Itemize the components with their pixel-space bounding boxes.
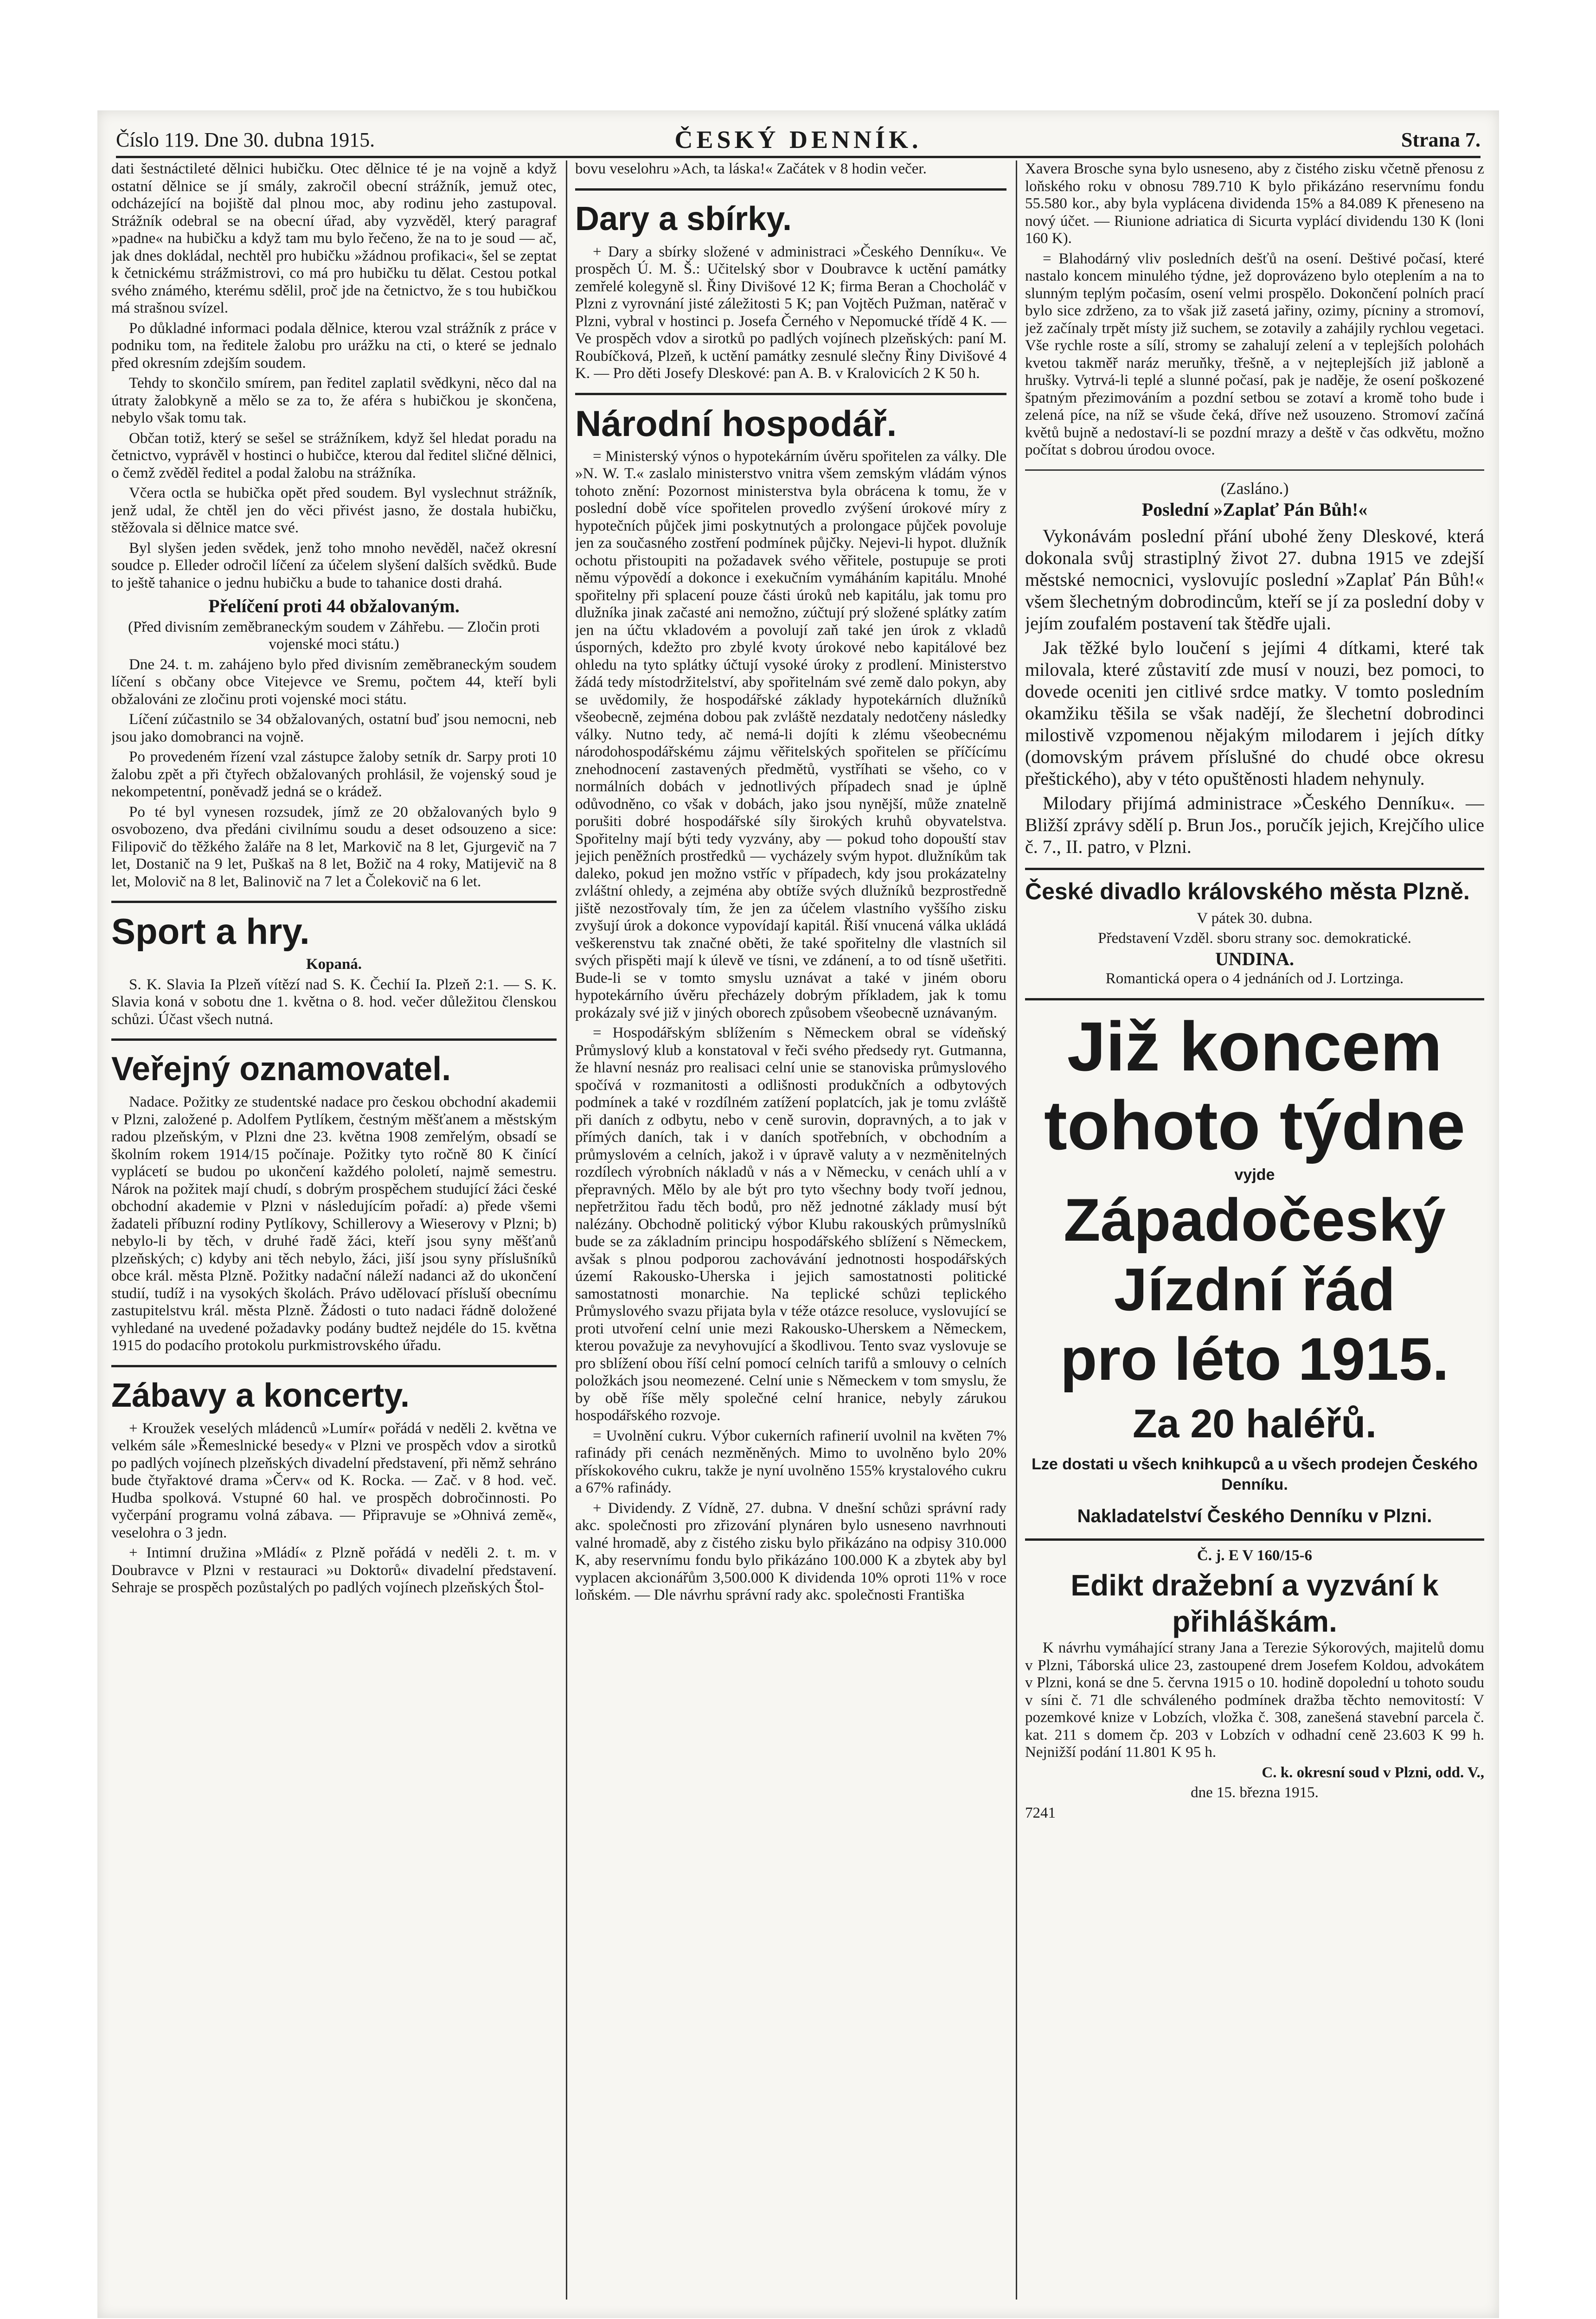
ad-price: Za 20 haléřů. (1133, 1401, 1377, 1446)
article-paragraph: Po důkladné informaci podala dělnice, kterou vzal strážník z práce v podniku tom, na ředitele žalobu pro urážku na cti, o které se jednalo před okresním zdejším soudem. (111, 320, 557, 372)
sport-heading: Sport a hry. (111, 911, 310, 952)
sport-subheading: Kopaná. (306, 956, 362, 973)
theatre-date: V pátek 30. dubna. (1197, 910, 1313, 927)
article-paragraph: Nadace. Požitky ze studentské nadace pro českou obchodní akademii v Plzni, založené p. Adolfem Pytlíkem, čestným měšťanem a městským radou plzeňským, v Plzni dne 23. května 1908 zemřelým, obsadí se školním rokem 1914/15 počínaje. Požitky tyto ročně 80 K činící vyplácetí se budou po ukončení každého pololetí, najmě semestru. Nárok na požitek mají chudí, s dobrým prospěchem studující žáci české obchodní akademie v Plzni v následujícím pořadí: a) přede všemi žadateli příbuzní rodiny Pytlíkovy, Schillerovy a Wieserovy v Plzni; b) nebylo-li by těch, v druhé řadě žáci, kteří jsou syny měšťanů plzeňských; c) kdyby ani těch nebylo, žáci, jiší jsou syny příslušníků obce král. města Plzně. Požitky nadační náleží nadanci až do ukončení studií, tudíž i na vysokých školách. Právo udělovací přísluší obecnímu zastupitelstvu král. města Plzně. Žádosti o tuto nadaci řádně doložené vyhledané na uvedené požadavky podány budtež nejdéle do 15. května 1915 do podacího protokolu purkmistrovského úřadu. (111, 1094, 557, 1354)
article-paragraph: + Intimní družina »Mládí« z Plzně pořádá v neděli 2. t. m. v Doubravce v Plzni v restauraci »u Doktorů« divadelní představení. Sehraje se prospěch pozůstalých po padlých vojínech plzeňských Štol- (111, 1544, 557, 1596)
section-divider (1025, 998, 1484, 1000)
ad-publisher: Nakladatelství Českého Denníku v Plzni. (1077, 1505, 1432, 1526)
article-paragraph: Včera octla se hubička opět před soudem. Byl vyslechnut strážník, jenž udal, že chtěl jen do věci přivést jasno, že dostala hubičku, stěžovala si dělnice matce své. (111, 485, 557, 536)
article-paragraph: + Dary a sbírky složené v administraci »Českého Denníku«. Ve prospěch Ú. M. Š.: Učitelský sbor v Doubravce k uctění památky zemřelé kolegyně sl. Řiny Divišové 12 K; firma Beran a Chocholáč v Plzni z vyrovnání jisté záležitosti 5 K; pan Vojtěch Pužman, natěrač v Plzni, vybral v hostinci p. Josefa Černého v Nepomucké třídě 4 K. — Ve prospěch vdov a sirotků po padlých vojínech plzeňských: paní M. Roubíčková, Plzeň, k uctění památky zesnulé slečny Řiny Divišové 4 K. — Pro děti Josefy Dleskové: pan A. B. v Kralovicích 2 K 50 h. (575, 243, 1006, 382)
column-rule (1016, 160, 1017, 2300)
column-3 (1025, 160, 1484, 2300)
article-paragraph: Tehdy to skončilo smírem, pan ředitel zaplatil svědkyni, něco dal na útraty žalobkyně a mělo se za to, že aféra s hubičkou je skončena, nebylo však tomu tak. (111, 375, 557, 426)
article-paragraph: Jak těžké bylo loučení s jejími 4 dítkami, které tak milovala, které zůstavití zde musí v nouzi, bez pomoci, to dovede oceniti jen citlivé srdce matky. V tomto posledním okamžiku těšila se však nadějí, že šlechetní dobrodinci milostivě vzpomenou nějakým milodarem i jejích dítky (domovským právem příslušné do chudé obce okresu přeštického), aby v této opuštěnosti hladem nehynuly. (1025, 637, 1484, 789)
section-divider (111, 1365, 557, 1367)
article-paragraph: bovu veselohru »Ach, ta láska!« Začátek v 8 hodin večer. (575, 160, 927, 177)
article-paragraph: Líčení zúčastnilo se 34 obžalovaných, ostatní buď jsou nemocni, neb jsou jako domobranci na vojně. (111, 711, 557, 745)
article-paragraph: = Hospodářským sblížením s Německem obral se vídeňský Průmyslový klub a konstatoval v řeči svého předsedy ryt. Gutmanna, že hlavní nesnáz pro realisaci celní unie se stanoviska průmyslového spočívá v rozmanitosti a odlišnosti produkčních a odbytových podmínek a také v rozdílném zatížení poplatcích, jak je tomu zvláště při daních z odbytu, nebo v ceně surovin, dopravných, a to jak v přímých daních, tak i v daních spotřebních, v obchodním a průmyslovém a celních, jakož i v úpravě valuty a v nezměnitelných rozdílech výrobních nákladů v nás a v Německu, v cenách uhlí a v přepravných. Mělo by ale být pro tyto všechny body tvoří jednou, nepřetržitou řadu těch bodů, pro něž jednotné základy musí být nalézány. Obchodně politický výbor Klubu rakouských průmyslníků bude se za základním principu hospodářského sblížení s Německem, avšak s plnou podporou zachovávání jednotnosti hospodářských území Rakousko-Uherska i jejich samostatnosti politické samostatnosti monarchie. Na teplické schůzi teplického Průmyslového svazu přijata byla v téže otázce resoluce, vyslovující se proti utvoření celní unie mezi Rakousko-Uherskem a Německem, kterou považuje za nevyhovující a škodlivou. Tento svaz vyslovuje se pro sblížení obou říší celní pomocí celních tarifů a smlouvy o celních položkách jsou neomezené. Celní unie s Německem v tom smyslu, že by obě říše měly společné celní hranice, nebyly zárukou hospodářského rozvoje. (575, 1025, 1006, 1424)
ad-line: vyjde (1234, 1166, 1275, 1184)
article-paragraph: = Blahodárný vliv posledních dešťů na osení. Deštivé počasí, které nastalo koncem minulého týdne, jež doprovázeno bylo oteplením a na to slunným teplým počasím, osení velmi prospělo. Dokončení polních prací bylo sice zdrženo, za to však již zasetá jařiny, ozimy, pícniny a stromoví, jež začínaly trpět místy již suchem, se zotavily a zahájily rychlou vegetaci. Vše rychle roste a sílí, stromy se zahalují zelení a v teplejších polohách kvetou takměř naráz meruňky, třešně, a v nejteplejších již jabloně a hrušky. Vytrvá-li teplé a slunné počasí, pak je naděje, že osení poškozené špatným přezimováním a pozdní setbou se zotaví a kromě toho bude i zelená píce, na níž se všude čeká, dříve než usouzeno. Stromoví začíná květů bujně a nedostaví-li se pozdní mrazy a deště v čas odkvětu, možno počítat s dobrou úrodou ovoce. (1025, 250, 1484, 458)
section-divider (575, 393, 1006, 395)
article-paragraph: Po provedeném řízení vzal zástupce žaloby setník dr. Sarpy proti 10 žalobu zpět a při čtyřech obžalovaných prohlásil, že vojenský soud je nekompetentní, poněvadž jedná se o krádež. (111, 749, 557, 800)
edikt-signature: C. k. okresní soud v Plzni, odd. V., (1262, 1764, 1484, 1781)
ad-line: Jízdní řád (1114, 1255, 1396, 1323)
edikt-heading: Edikt dražební a vyzvání k přihláškám. (1070, 1569, 1439, 1638)
section-divider (575, 188, 1006, 191)
section-divider (1025, 469, 1484, 471)
article-paragraph: S. K. Slavia Ia Plzeň vítězí nad S. K. Čechií Ia. Plzeň 2:1. — S. K. Slavia koná v sobotu dne 1. května o 8. hod. večer důležitou členskou schůzi. Účast všech nutná. (111, 976, 557, 1028)
edikt-number: Č. j. E V 160/15-6 (1197, 1547, 1313, 1564)
notices-heading: Veřejný oznamovatel. (111, 1051, 451, 1088)
newspaper-page (97, 110, 1499, 2318)
section-divider (1025, 868, 1484, 870)
lastwill-heading: Poslední »Zaplať Pán Bůh!« (1141, 499, 1368, 520)
theatre-performer: Představení Vzděl. sboru strany soc. demokratické. (1098, 930, 1411, 947)
article-paragraph: Vykonávám poslední přání ubohé ženy Dleskové, která dokonala svůj strastiplný život 27. dubna 1915 ve zdejší městské nemocnici, vyslovujíc poslední »Zaplať Pán Bůh!« všem šlechetným dobrodincům, kteří se jí za poslední doby v jejím zoufalém postavení tak štědře ujali. (1025, 525, 1484, 634)
theatre-heading: České divadlo královského města Plzně. (1025, 878, 1470, 904)
article-paragraph: Dne 24. t. m. zahájeno bylo před divisním zeměbraneckým soudem líčení s občany obce Vitejevce ve Sremu, počtem 44, kteří byli obžalováni ze zločinu proti vojenské moci státu. (111, 656, 557, 708)
section-divider (1025, 1538, 1484, 1541)
article-paragraph: Byl slyšen jeden svědek, jenž toho mnoho nevěděl, načež okresní soudce p. Elleder odročil líčení za účelem slyšení dalších svědků. Bude to ještě tahanice o jednu hubičku a bude to tahanice dosti drahá. (111, 539, 557, 591)
timetable-advert (1025, 1007, 1484, 1528)
article-paragraph: Občan totiž, který se sešel se strážníkem, když šel hledat poradu na četnictvo, vyprávěl v hostinci o hubičce, kterou dal ředitel sličné dělnici, o čemž zvěděl ředitel a podal žalobu na strážníka. (111, 429, 557, 481)
column-1 (111, 160, 557, 2300)
ad-where: Lze dostati u všech knihkupců a u všech prodejen Českého Denníku. (1032, 1455, 1478, 1493)
article-paragraph: Po té byl vynesen rozsudek, jímž ze 20 obžalovaných bylo 9 osvobozeno, dva předáni civilnímu soudu a deset odsouzeno a sice: Filipovič do těžkého žaláře na 8 let, Markovič na 8 let, Gjurgevič na 7 let, Dostanič na 9 let, Puškaš na 8 let, Božič na 4 roky, Matijevič na 8 let, Molovič na 8 let, Balinovič na 7 let a Čolekovič na 6 let. (111, 803, 557, 890)
economy-heading: Národní hospodář. (575, 403, 897, 444)
edikt-date: dne 15. března 1915. (1191, 1784, 1319, 1801)
column-rule (566, 160, 567, 2300)
article-paragraph: + Kroužek veselých mládenců »Lumír« pořádá v neděli 2. května ve velkém sále »Řemeslnické besedy« v Plzni ve prospěch vdov a sirotků po padlých vojínech plzeňských divadelní představení, při němž sehráno bude čtyřaktové drama »Červ« od K. Rocka. — Zač. v 8 hod. več. Hudba spolková. Vstupné 60 hal. ve prospěch dobročinnosti. Po vyčerpání programu volná zábava. — Připravuje se »Ohnivá země«, veselohra o 3 jedn. (111, 1420, 557, 1541)
zaslano-label: (Zasláno.) (1220, 479, 1289, 498)
issue-info: Číslo 119. Dne 30. dubna 1915. (116, 128, 375, 151)
article-paragraph: Milodary přijímá administrace »Českého Denníku«. — Bližší zprávy sdělí p. Brun Jos., poručík jejich, Krejčího ulice č. 7., II. patro, v Plzni. (1025, 792, 1484, 857)
edikt-num: 7241 (1025, 1804, 1056, 1821)
ad-line: Již koncem (1067, 1007, 1442, 1085)
column-2 (575, 160, 1006, 2300)
ad-line: pro léto 1915. (1060, 1325, 1449, 1393)
fun-heading: Zábavy a koncerty. (111, 1377, 410, 1414)
article-paragraph: + Dividendy. Z Vídně, 27. dubna. V dnešní schůzi správní rady akc. společnosti pro zřizování plynáren bylo usneseno navrhnouti valné hromadě, aby z čistého zisku bylo přikázáno na odpisy 310.000 K, aby reservnímu fondu bylo přikázáno 100.000 K a zbytek aby byl vyplacen akcionářům 3,500.000 K dividenda 10% oproti 11% v roce loňském. — Dle návrhu správní rady akc. společnosti Františka (575, 1499, 1006, 1603)
article-paragraph: Xavera Brosche syna bylo usneseno, aby z čistého zisku včetně přenosu z loňského roku v obnosu 789.710 K bylo přikázáno reservnímu fondu 55.580 kor., aby byla vyplácena dividenda 15% a 84.089 K přeneseno na nový účet. — Riunione adriatica di Sicurta vyplácí dividendu 130 K (loni 160 K). (1025, 160, 1484, 247)
article-paragraph: K návrhu vymáhající strany Jana a Terezie Sýkorových, majitelů domu v Plzni, Táborská ulice 23, zastoupené drem Josefem Koldou, advokátem v Plzni, koná se dne 5. června 1915 o 10. hodině dopolední u tohoto soudu v síni č. 71 dle schváleného podmínek dražba těchto nemovitostí: V pozemkové knize v Lobzích, vložka č. 308, zanešená stavební parcela č. kat. 211 s domem čp. 203 v Lobzích v odhadní ceně 23.603 K 99 h. Nejnižší podání 11.801 K 95 h. (1025, 1640, 1484, 1761)
section-divider (111, 1038, 557, 1041)
article-paragraph: dati šestnáctileté dělnici hubičku. Otec dělnice té je na vojně a když ostatní dělnice se jí smály, zakročil obecní strážník, jemuž otec, odcházející na bojiště dal plnou moc, aby rodinu jeho zastupoval. Strážník odebral se na obecní úřad, aby vyzvěděl, který paragraf »padne« na hubičku a když tam mu bylo řečeno, že na to je soud — ač, jak dnes dokládal, nechtěl pro hubičku »žádnou profikaci«, šel se zeptat k četnickému strážmistrovi, co má pro hubičku tu dělat. Cestou potkal svého známého, kterému sdělil, proč jde na četnictvo, že s tou hubičkou má strašnou svízel. (111, 160, 557, 316)
gifts-heading: Dary a sbírky. (575, 200, 792, 237)
masthead (116, 119, 1481, 158)
article-paragraph: = Uvolnění cukru. Výbor cukerních rafinerií uvolnil na květen 7% rafinády při cenách nezměněných. Mimo to uvolněno bylo 20% přískokového cukru, takže je nyní uvolněno 155% krystalového cukru a 67% rafinády. (575, 1427, 1006, 1496)
article-paragraph: = Ministerský výnos o hypotekárním úvěru spořitelen za války. Dle »N. W. T.« zaslalo ministerstvo vnitra všem zemským vládám výnos tohoto znění: Pozornost ministerstva byla obrácena k tomu, že v poslední době více spořitelen provedlo zvýšení úrokové míry z hypotečních půjček jimi poskytnutých a prolongace půjček povoluje jen za současného zostření podmínek půjčky. Nejevi-li hypot. dlužník ochotu přistoupiti na požadavek svého věřitele, postupuje se proti němu výpovědí a dokonce i exekučním vymáháním kapitálu. Mnohé spořitelny při splacení pouze části úroků neb kapitálu, jak tomu pro dlužníka jinak začasté ani nemožno, zúčtují prý složené splátky zatím jen na účtu vkladovém a povolují zaň také jen úrok z vkladů úsporných, kdežto pro zbylé kvoty úrokové nebo kapitálové bez ohledu na tyto splátky účtují vysoké úroky z prodlení. Ministerstvo žádá tedy místodržitelství, aby spořitelnám své země dalo pokyn, aby se uvědomily, že hospodářské základy hypotekárních dlužníků všeobecně, zejména dobou pak zvláště nezdataly nedotčeny následky války. Nutno tedy, ač nemá-li dojíti k zlému všeobecnému národohospodářskému zájmu věřitelských spořitelen se příčícímu znehodnocení zastavených předmětů, vystříhati se všeho, co v normálních dobách v jednotlivých případech snad je úplně odůvodněno, co však v dobách, jako jsou nynější, může znatelně porušiti dobré hospodářské síly širokých kruhů obyvatelstva. Spořitelny mají býti tedy vyzvány, aby — pokud toho dopouští stav jejich peněžních prostředků — vycházely svým hypot. dlužníkům tak daleko, pokud jen možno vstříc v případech, kdy jsou prokázatelny zvláštní ohledy, a zejména aby obtíže svých dlužníků bezprostředně jiště nezostřovaly tím, že jen za účelem vlastního vyššího zisku zvyšují úrok a dokonce vypovídají kapitál. Řiší vnucená válka ukládá veškerenstvu tak značné oběti, že také spořitelny dle vlastních sil svých přispěti mají k úlevě ve tísni, ve zdánení, a to od tísně ušetřiti. Bude-li se v tomto smyslu uznávat a také v jiném oboru hypotekárního úvěru přecházely dobrým příkladem, jak k tomu prokázaly své již v jiných oborech způsobem všeobecně uznávaným. (575, 448, 1006, 1021)
trial-heading: Přelíčení proti 44 obžalovaným. (208, 596, 460, 616)
section-divider (111, 901, 557, 903)
ad-line: tohoto týdne (1044, 1086, 1466, 1164)
trial-subheading: (Před divisním zeměbraneckým soudem v Záhřebu. — Zločin proti vojenské moci státu.) (128, 618, 540, 653)
theatre-title: UNDINA. (1215, 948, 1294, 969)
newspaper-title: ČESKÝ DENNÍK. (674, 126, 922, 154)
ad-line: Západočeský (1064, 1185, 1446, 1254)
lastwill-article (1025, 525, 1484, 858)
page-number: Strana 7. (1401, 128, 1481, 151)
theatre-desc: Romantická opera o 4 jednáních od J. Lortzinga. (1105, 970, 1404, 987)
